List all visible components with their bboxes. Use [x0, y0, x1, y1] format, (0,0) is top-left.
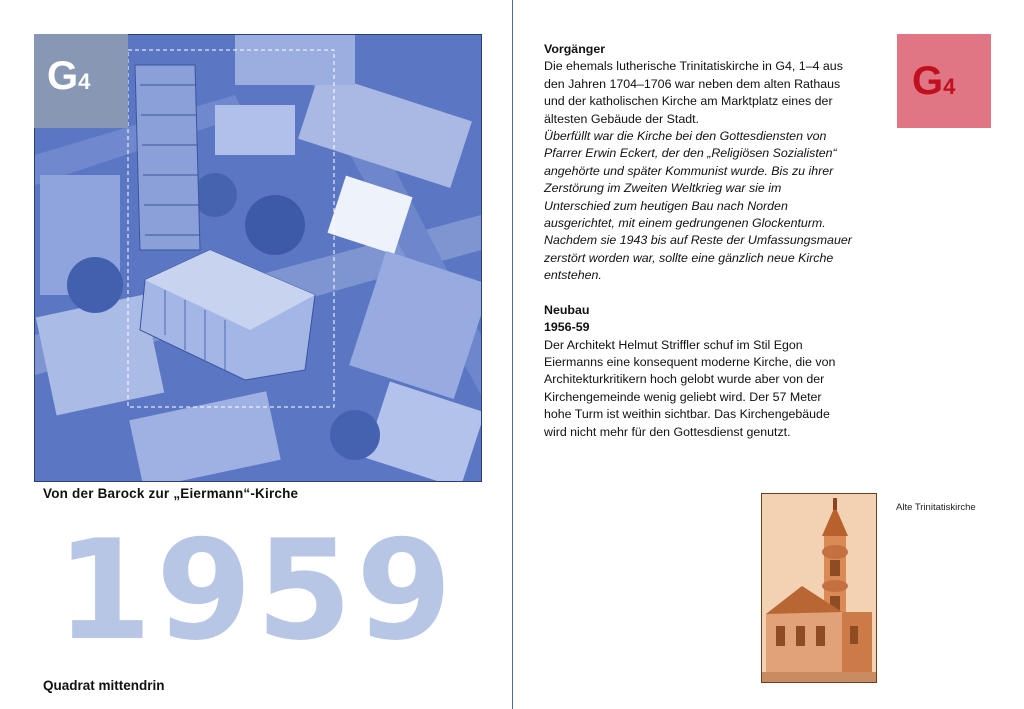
badge-number: 4: [78, 69, 91, 94]
neubau-years: 1956-59: [544, 320, 590, 335]
vorgaenger-line: und der katholischen Kirche am Marktplatz eines der: [544, 94, 833, 109]
neubau-line: Eiermanns eine konsequent moderne Kirche, die von: [544, 354, 836, 369]
paragraph-gap: [544, 285, 874, 302]
vorgaenger-heading: Vorgänger: [544, 42, 606, 56]
vorgaenger-italic-line: angehörte und später Kommunist wurde. Bis zu ihrer: [544, 163, 834, 178]
year-heading: 1959: [56, 510, 457, 671]
photo-caption: Von der Barock zur „Eiermann“-Kirche: [43, 486, 299, 501]
neubau-heading: Neubau: [544, 302, 590, 317]
badge-number: 4: [943, 74, 956, 99]
quadrat-badge-right: [897, 34, 991, 128]
vorgaenger-line: ältesten Gebäude der Stadt.: [544, 111, 699, 126]
vorgaenger-line: Die ehemals lutherische Trinitatiskirche in G4, 1–4 aus: [544, 59, 843, 74]
vorgaenger-italic-line: ausgerichtet, mit einem gedrungenen Glockenturm.: [544, 216, 826, 231]
neubau-line: wird nicht mehr für den Gottesdienst genutzt.: [544, 424, 791, 439]
neubau-line: Architekturkritikern hoch gelobt wurde aber von der: [544, 372, 825, 387]
vorgaenger-line: den Jahren 1704–1706 war neben dem alten Rathaus: [544, 76, 841, 91]
quadrat-badge-left: [34, 34, 128, 128]
old-church-caption: Alte Trinitatiskirche: [896, 502, 976, 513]
vorgaenger-italic-line: Unterschied zum heutigen Bau nach Norden: [544, 198, 788, 213]
vorgaenger-italic-line: Nachdem sie 1943 bis auf Reste der Umfassungsmauer: [544, 233, 852, 248]
neubau-line: hohe Turm ist weithin sichtbar. Das Kirchengebäude: [544, 407, 830, 422]
badge-letter: G: [912, 59, 944, 103]
vorgaenger-italic-line: entstehen.: [544, 268, 602, 283]
article-text: [544, 41, 874, 441]
page-divider: [512, 0, 513, 709]
old-church-photo: [761, 493, 877, 683]
vorgaenger-italic-line: Pfarrer Erwin Eckert, der den „Religiösen Sozialisten“: [544, 146, 837, 161]
vorgaenger-italic-line: zerstört worden war, sollte eine gänzlich neue Kirche: [544, 250, 834, 265]
badge-letter: G: [47, 54, 79, 98]
neubau-line: Der Architekt Helmut Striffler schuf im Stil Egon: [544, 337, 803, 352]
neubau-line: Kirchengemeinde wenig geliebt wird. Der 57 Meter: [544, 389, 822, 404]
page-subtitle: Quadrat mittendrin: [43, 678, 165, 693]
vorgaenger-italic-line: Überfüllt war die Kirche bei den Gottesdiensten von: [544, 129, 827, 144]
vorgaenger-italic-line: Zerstörung im Zweiten Weltkrieg war sie im: [544, 181, 782, 196]
